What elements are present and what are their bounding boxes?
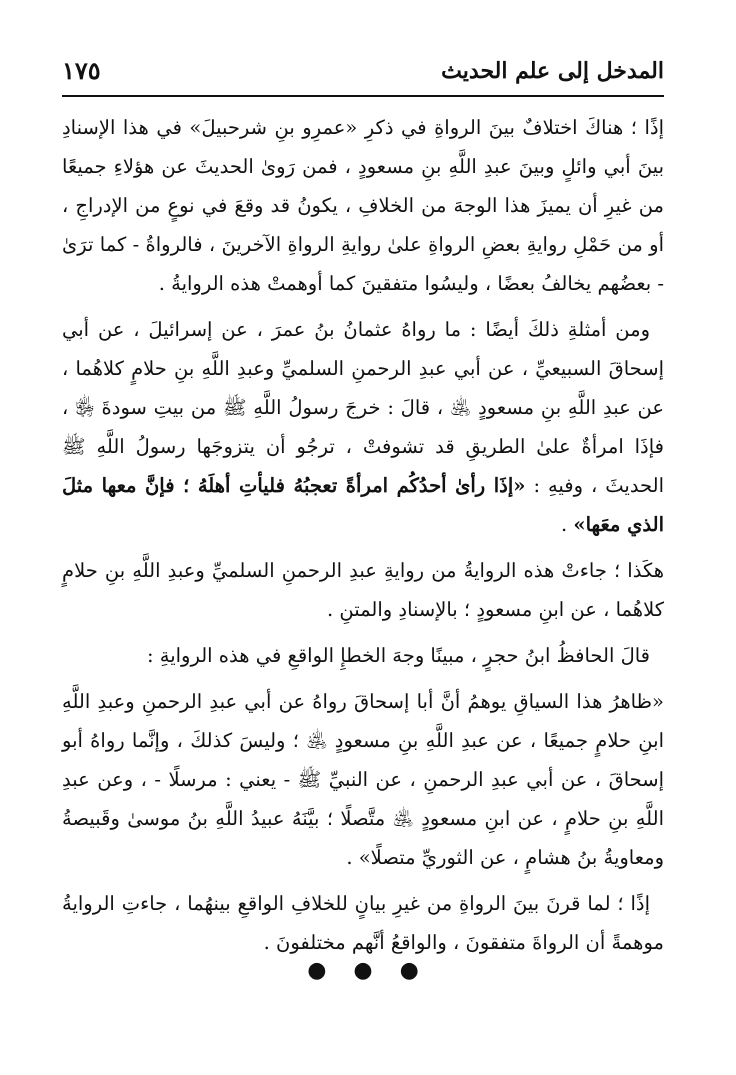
page-body <box>62 108 664 962</box>
hadith-quote: «إذَا رأىٰ أحدُكُم امرأةً تعجبُهُ فليأتِ أهلَهُ ؛ فإنَّ معها مثلَ الذي معَها» <box>62 474 664 536</box>
paragraph-5-quote: «ظاهرُ هذا السياقِ يوهمُ أنَّ أبا إسحاقَ رواهُ عن أبي عبدِ الرحمنِ وعبدِ اللَّهِ ابنِ حلامٍ جميعًا ، عن عبدِ اللَّهِ بنِ مسعودٍ ﵁ ؛ وليسَ كذلكَ ، وإنَّما رواهُ أبو إسحاقَ ، عن أبي عبدِ الرحمنِ ، عن النبيِّ ﷺ - يعني : مرسلًا - ، وعن عبدِ اللَّهِ بنِ حلامٍ ، عن ابنِ مسعودٍ ﵁ متَّصلًا ؛ بيَّنَهُ عبيدُ اللَّهِ بنُ موسىٰ وقَبيصةُ ومعاويةُ بنُ هشامٍ ، عن الثوريِّ متصلًا» . <box>62 690 664 869</box>
section-end-mark: ● ● ● <box>307 958 429 983</box>
page-number: ١٧٥ <box>62 56 101 85</box>
paragraph-6: إذًا ؛ لما قرنَ بينَ الرواةِ من غيرِ بيانٍ للخلافِ الواقعِ بينهُما ، جاءتِ الروايةُ موهمةً أن الرواةَ متفقونَ ، والواقعُ أنَّهم مختلفونَ . <box>62 892 664 954</box>
running-title: المدخل إلى علم الحديث <box>441 58 664 84</box>
paragraph-3: هكَذا ؛ جاءتْ هذه الروايةُ من روايةِ عبدِ الرحمنِ السلميِّ وعبدِ اللَّهِ بنِ حلامٍ كلاهُما ، عن ابنِ مسعودٍ ؛ بالإسنادِ والمتنِ . <box>62 559 664 621</box>
header-rule <box>62 95 664 97</box>
paragraph-1: إذًا ؛ هناكَ اختلافٌ بينَ الرواةِ في ذكرِ «عمرِو بنِ شرحبيلَ» في هذا الإسنادِ بينَ أبي وائلٍ وبينَ عبدِ اللَّهِ بنِ مسعودٍ ، فمن رَوىٰ الحديثَ عن هؤلاءِ جميعًا من غيرِ أن يميزَ هذا الوجهَ من الخلافِ ، يكونُ قد وقعَ في نوعٍ من الإدراجِ ، أو من حَمْلِ روايةِ بعضِ الرواةِ علىٰ روايةِ الرواةِ الآخرينَ ، فالرواةُ - كما ترَىٰ - بعضُهم يخالفُ بعضًا ، وليسُوا متفقينَ كما أوهمتْ هذه الروايةُ . <box>62 116 664 295</box>
page-header <box>62 52 664 92</box>
paragraph-4: قالَ الحافظُ ابنُ حجرٍ ، مبينًا وجهَ الخطإِ الواقعِ في هذه الروايةِ : <box>146 644 650 667</box>
paragraph-2-tail: . <box>560 513 574 536</box>
paragraph-2-text: ومن أمثلةِ ذلكَ أيضًا : ما رواهُ عثمانُ بنُ عمرَ ، عن إسرائيلَ ، عن أبي إسحاقَ السبيعيِّ ، عن أبي عبدِ الرحمنِ السلميِّ وعبدِ اللَّهِ بنِ حلامٍ كلاهُما ، عن عبدِ اللَّهِ بنِ مسعودٍ ﵁ ، قالَ : خرجَ رسولُ اللَّهِ ﷺ من بيتِ سودةَ ﵂ ، فإذَا امرأةٌ علىٰ الطريقِ قد تشوفتْ ، ترجُو أن يتزوجَها رسولُ اللَّهِ ﷺ الحديثَ ، وفيهِ : <box>62 318 664 497</box>
paragraph-2 <box>62 310 664 544</box>
